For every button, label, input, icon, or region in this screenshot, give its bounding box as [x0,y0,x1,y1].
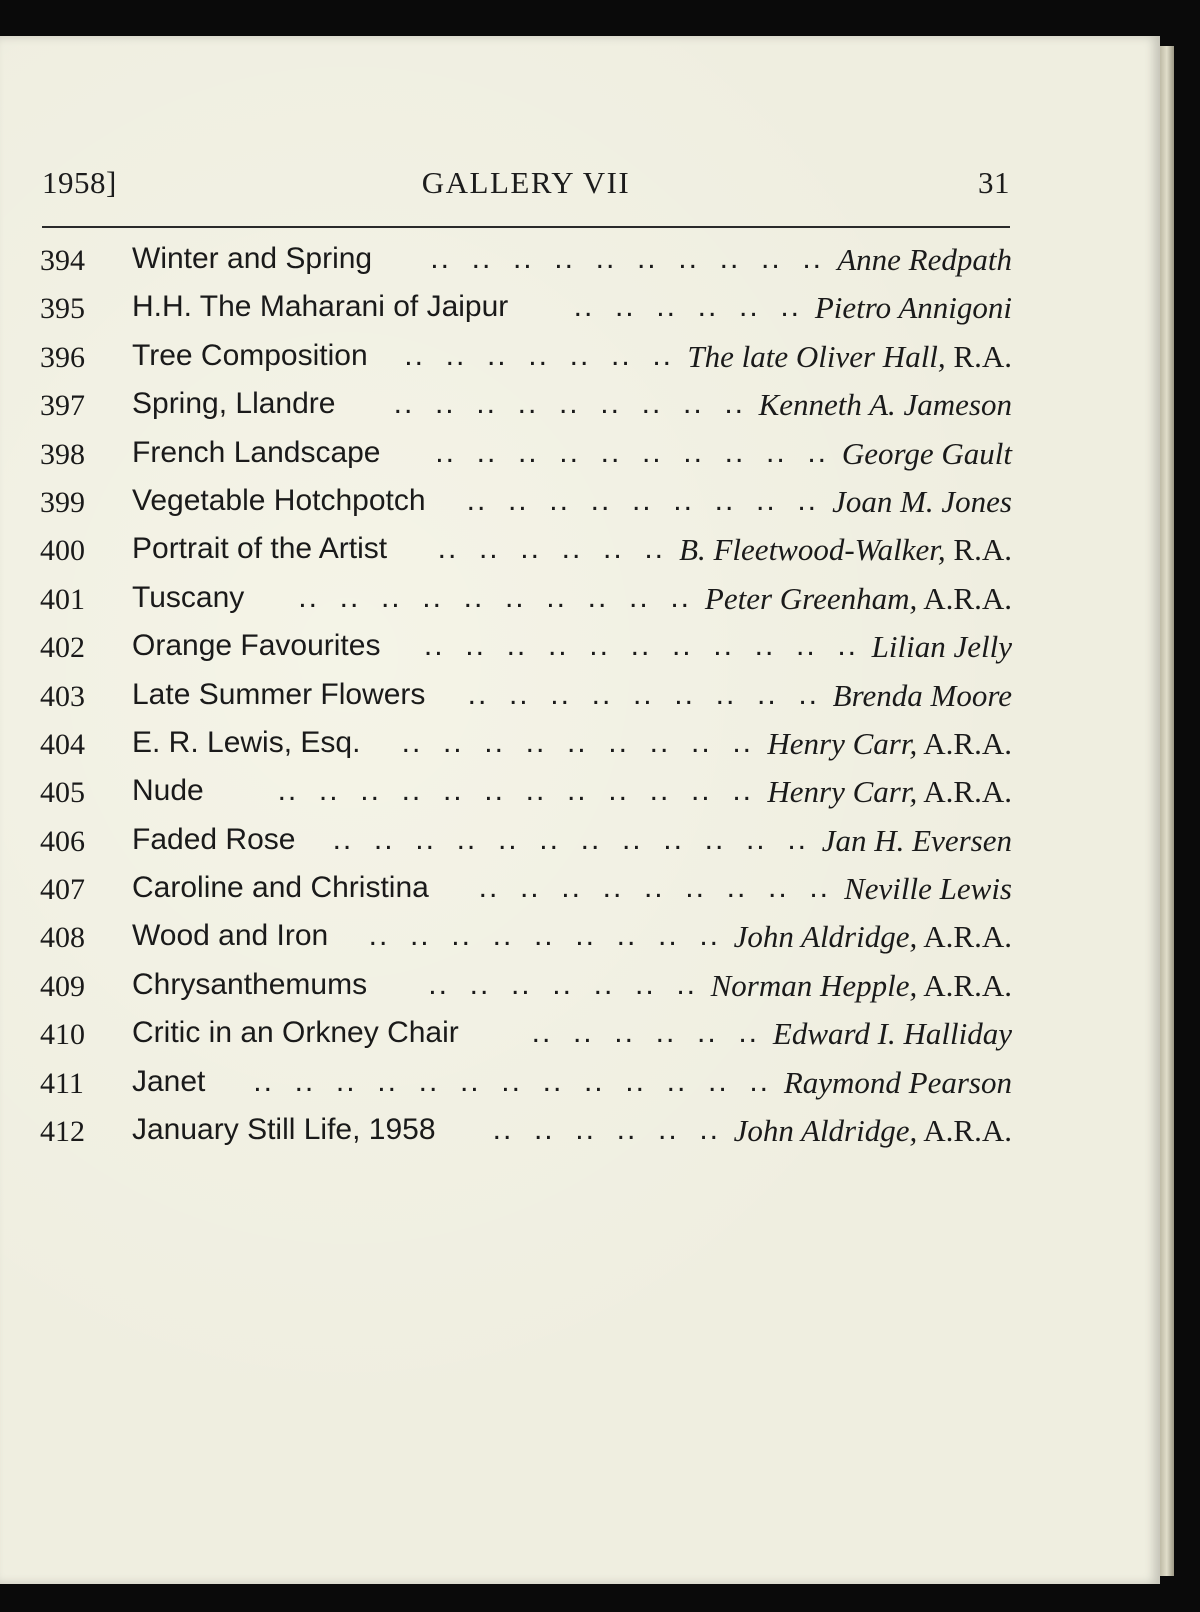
entry-title: Janet [132,1064,206,1098]
entry-artist [815,290,1012,326]
catalogue-entry [40,627,1012,675]
catalogue-entry [40,676,1012,724]
entry-title: H.H. The Maharani of Jaipur [132,290,509,324]
entry-artist [773,1016,1012,1052]
catalogue-entry [40,966,1012,1014]
catalogue-entry [40,821,1012,869]
catalogue-entry [40,869,1012,917]
leader-dots: .. .. .. .. .. .. .. .. .. [467,677,819,711]
leader-dots: .. .. .. .. .. .. .. .. .. .. .. .. [332,822,808,856]
entry-title: Tuscany [132,580,245,614]
entry-artist [837,242,1012,278]
entry-number: 406 [40,824,85,858]
entry-number: 409 [40,969,85,1003]
entry-artist [784,1065,1012,1101]
entry-title: Vegetable Hotchpotch [132,483,426,517]
header-rule [42,226,1010,228]
catalogue-entry [40,724,1012,772]
artist-honour: R.A. [945,338,1012,374]
entry-artist [734,1113,1012,1149]
page-title: GALLERY VII [421,165,631,200]
entry-number: 404 [40,727,85,761]
artist-name: Norman Hepple, [710,967,918,1003]
catalogue-entry [40,1014,1012,1062]
artist-name: Anne Redpath [837,242,1012,277]
leader-dots: .. .. .. .. .. .. .. [404,338,673,372]
artist-name: Neville Lewis [844,871,1012,907]
header-year: 1958] [42,165,117,200]
leader-dots: .. .. .. .. .. .. .. .. .. [368,919,720,953]
entry-title: Tree Composition [132,338,368,372]
page-number: 31 [978,165,1010,200]
artist-name: Peter Greenham, [704,580,918,616]
entry-artist [844,871,1012,907]
artist-name: Pietro Annigoni [814,290,1012,326]
entry-title: Spring, Llandre [132,387,336,421]
entry-number: 412 [40,1115,85,1149]
entry-title: E. R. Lewis, Esq. [132,725,361,759]
artist-name: Jan H. Eversen [821,822,1012,858]
leader-dots: .. .. .. .. .. .. .. .. .. .. .. .. [277,774,753,808]
entry-number: 407 [40,873,85,907]
artist-name: B. Fleetwood-Walker, [679,532,946,568]
artist-name: Joan M. Jones [832,483,1012,519]
artist-honour: A.R.A. [917,580,1012,616]
artist-name: Edward I. Halliday [772,1016,1012,1052]
entry-number: 405 [40,776,85,810]
artist-name: Henry Carr, [767,774,918,810]
catalogue-entry [40,240,1012,288]
entry-artist [767,774,1012,810]
artist-name: Henry Carr, [767,725,918,761]
entry-artist [705,581,1012,617]
catalogue-entry [40,337,1012,385]
artist-honour: A.R.A. [917,774,1012,810]
catalogue-entry [40,579,1012,627]
catalogue-entry [40,772,1012,820]
entry-number: 410 [40,1018,85,1052]
catalogue-entry [40,482,1012,530]
leader-dots: .. .. .. .. .. .. .. .. .. .. .. .. .. [253,1064,770,1098]
entry-title: Late Summer Flowers [132,677,426,711]
leader-dots: .. .. .. .. .. .. .. .. .. .. [430,242,823,275]
catalogue-entry [40,288,1012,336]
entry-artist [767,726,1012,762]
leader-dots: .. .. .. .. .. .. [492,1113,720,1147]
artist-honour: A.R.A. [917,725,1012,761]
artist-honour: A.R.A. [917,919,1012,955]
entry-artist [832,484,1012,520]
entry-title: Faded Rose [132,822,296,856]
leader-dots: .. .. .. .. .. .. [437,532,665,566]
artist-name: The late Oliver Hall, [687,338,946,374]
entry-number: 401 [40,582,85,616]
leader-dots: .. .. .. .. .. .. .. .. .. [466,483,818,517]
entry-title: French Landscape [132,435,381,469]
entry-artist [822,823,1012,859]
entry-number: 397 [40,389,85,423]
artist-name: Brenda Moore [832,677,1012,713]
artist-name: Kenneth A. Jameson [758,387,1012,423]
leader-dots: .. .. .. .. .. .. .. .. .. .. [435,435,828,469]
entry-title: Winter and Spring [132,242,373,275]
entry-title: Nude [132,774,204,808]
entry-artist [734,919,1012,955]
artist-name: John Aldridge, [733,1113,918,1149]
artist-honour: A.R.A. [917,1113,1012,1149]
entry-number: 402 [40,631,85,665]
entry-number: 395 [40,292,85,326]
entry-title: Critic in an Orkney Chair [132,1016,459,1050]
catalogue-entry [40,1063,1012,1111]
entry-title: Orange Favourites [132,629,381,663]
entry-title: Wood and Iron [132,919,329,953]
entry-number: 394 [40,244,85,277]
leader-dots: .. .. .. .. .. .. [531,1016,759,1050]
artist-name: George Gault [841,435,1012,471]
entry-title: January Still Life, 1958 [132,1113,436,1147]
entry-artist [842,436,1012,472]
leader-dots: .. .. .. .. .. .. [573,290,801,324]
artist-honour: R.A. [945,532,1012,568]
entry-title: Portrait of the Artist [132,532,388,566]
entry-title: Chrysanthemums [132,967,368,1001]
leader-dots: .. .. .. .. .. .. .. [428,967,697,1001]
leader-dots: .. .. .. .. .. .. .. .. .. [478,871,830,905]
entry-number: 400 [40,534,85,568]
leader-dots: .. .. .. .. .. .. .. .. .. [393,387,745,421]
entry-number: 398 [40,437,85,471]
entry-artist [711,968,1012,1004]
entry-title: Caroline and Christina [132,871,429,905]
leader-dots: .. .. .. .. .. .. .. .. .. .. [298,580,691,614]
entry-artist [833,678,1012,714]
catalogue-entry [40,917,1012,965]
entry-artist [687,339,1012,375]
artist-honour: A.R.A. [917,967,1012,1003]
artist-name: Lilian Jelly [871,629,1012,665]
catalogue-entry [40,385,1012,433]
catalogue-entry [40,530,1012,578]
entry-number: 411 [40,1066,84,1100]
entry-number: 403 [40,679,85,713]
catalogue-list [40,240,1012,1159]
artist-name: John Aldridge, [733,919,918,955]
catalogue-entry [40,434,1012,482]
running-header [42,165,1010,215]
entry-artist [679,532,1012,568]
leader-dots: .. .. .. .. .. .. .. .. .. [401,725,753,759]
entry-number: 396 [40,340,85,374]
entry-artist [759,387,1012,423]
leader-dots: .. .. .. .. .. .. .. .. .. .. .. [423,629,858,663]
artist-name: Raymond Pearson [783,1064,1012,1100]
entry-artist [872,629,1012,665]
entry-number: 399 [40,485,85,519]
entry-number: 408 [40,921,85,955]
catalogue-entry [40,1111,1012,1159]
